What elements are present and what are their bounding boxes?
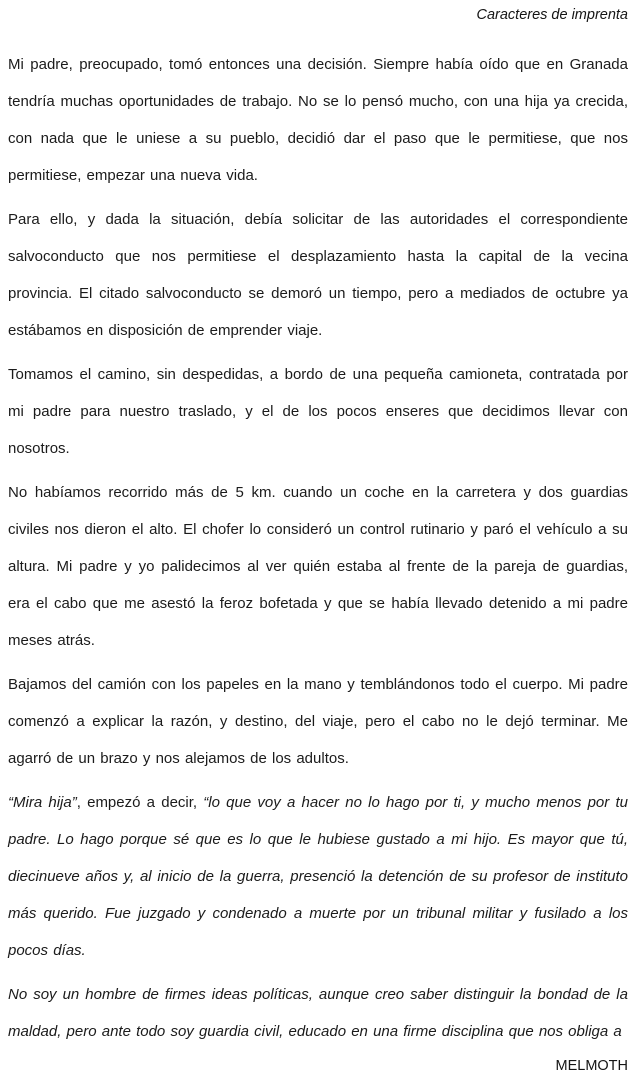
page-body-text <box>8 46 628 1057</box>
paragraph-salvoconducto: Para ello, y dada la situación, debía solicitar de las autoridades el correspondiente salvoconducto que nos permitiese el desplazamiento hasta la capital de la vecina provincia. El citado salvoconducto se demoró un tiempo, pero a mediados de octubre ya estábamos en disposición de emprender viaje. <box>8 211 628 339</box>
quote-opening-segment: “Mira hija” <box>8 794 77 811</box>
page-header-title: Caracteres de imprenta <box>476 7 628 23</box>
paragraph-decision: Mi padre, preocupado, tomó entonces una decisión. Siempre había oído que en Granada tendría muchas oportunidades de trabajo. No se lo pensó mucho, con una hija ya crecida, con nada que le uniese a su pueblo, decidió dar el paso que le permitiese, que nos permitiese, empezar una nueva vida. <box>8 56 628 184</box>
paragraph-camioneta: Tomamos el camino, sin despedidas, a bordo de una pequeña camioneta, contratada por mi padre para nuestro traslado, y el de los pocos enseres que decidimos llevar con nosotros. <box>8 366 628 457</box>
quote-body-segment: “lo que voy a hacer no lo hago por ti, y mucho menos por tu padre. Lo hago porque sé que es lo que le hubiese gustado a mi hijo. Es mayor que tú, diecinueve años y, al inicio de la guerra, presenció la detención de su profesor de instituto más querido. Fue juzgado y condenado a muerte por un tribunal militar y fusilado a los pocos días. <box>8 794 628 959</box>
page-footer-melmoth: MELMOTH <box>555 1058 628 1074</box>
paragraph-cita-guardia-civil: No soy un hombre de firmes ideas políticas, aunque creo saber distinguir la bondad de la maldad, pero ante todo soy guardia civil, educado en una firme disciplina que nos obliga a <box>8 986 628 1040</box>
quote-narration-segment: , empezó a decir, <box>76 794 204 811</box>
paragraph-bajamos-camion: Bajamos del camión con los papeles en la mano y temblándonos todo el cuerpo. Mi padre comenzó a explicar la razón, y destino, del viaje, pero el cabo no le dejó terminar. Me agarró de un brazo y nos alejamos de los adultos. <box>8 676 628 767</box>
paragraph-control-guardias: No habíamos recorrido más de 5 km. cuando un coche en la carretera y dos guardias civiles nos dieron el alto. El chofer lo consideró un control rutinario y paró el vehículo a su altura. Mi padre y yo palidecimos al ver quién estaba al frente de la pareja de guardias, era el cabo que me asestó la feroz bofetada y que se había llevado detenido a mi padre meses atrás. <box>8 484 628 649</box>
paragraph-cita-cabo <box>8 784 628 969</box>
